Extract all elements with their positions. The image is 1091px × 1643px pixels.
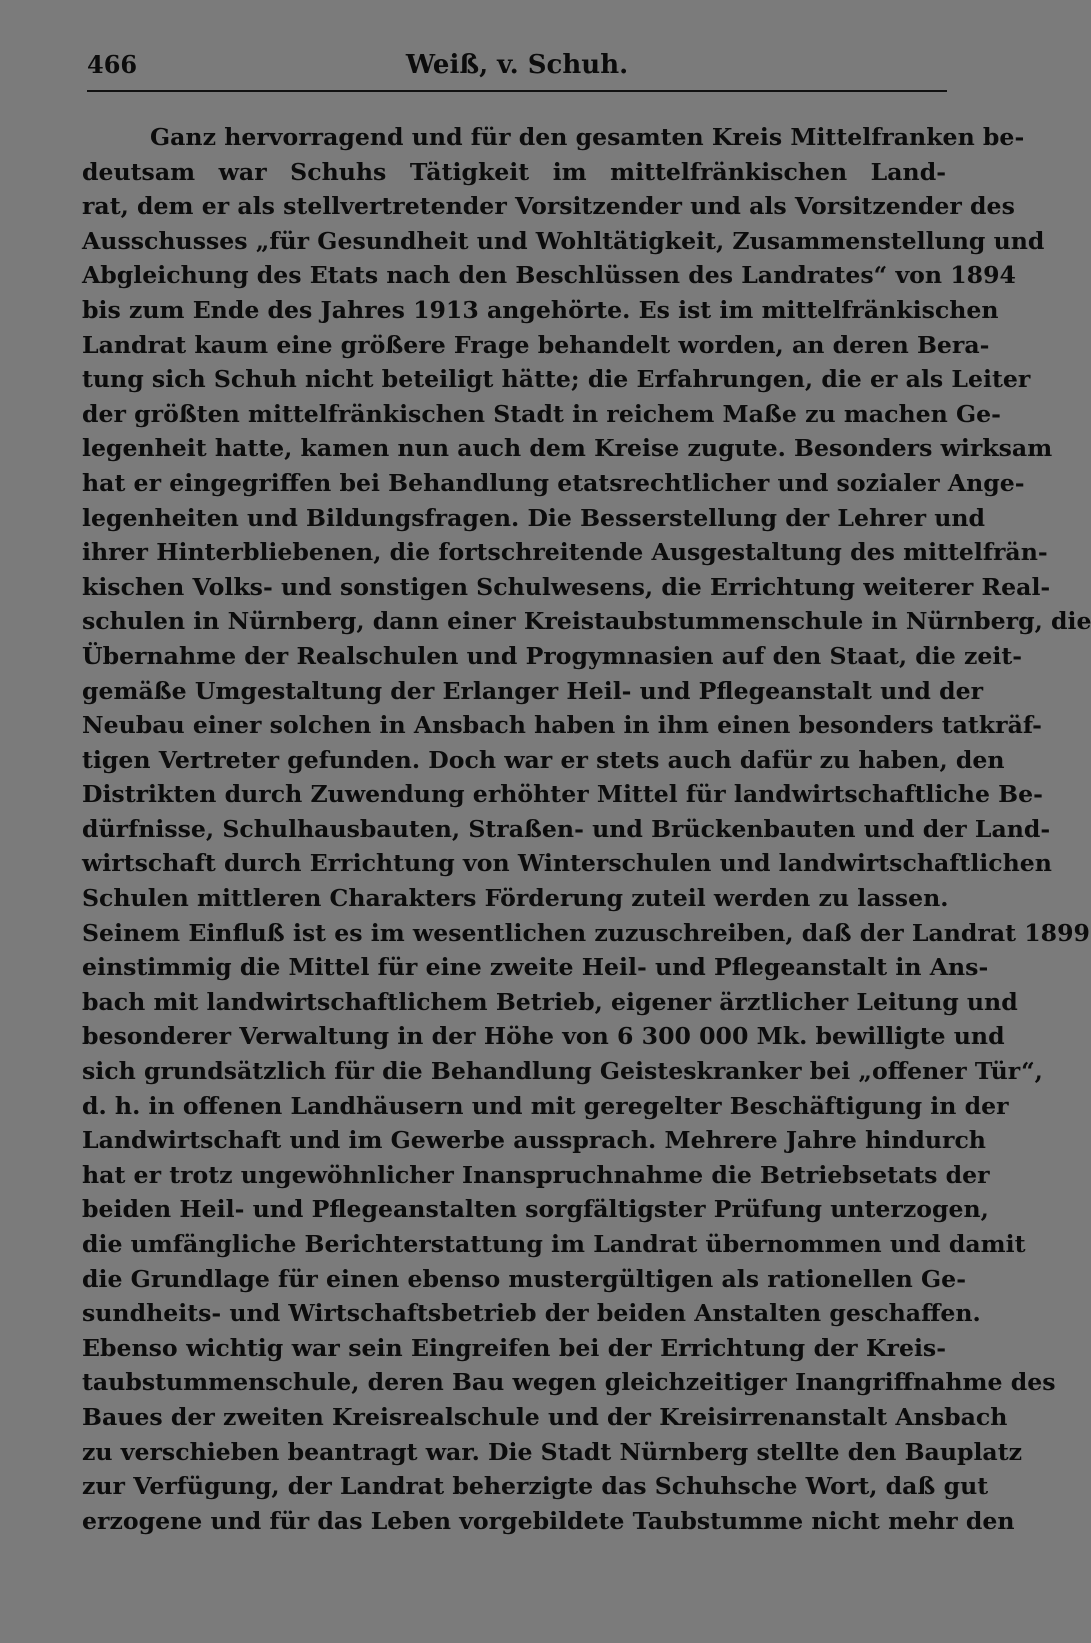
text-line: Ebenso wichtig war sein Eingreifen bei der Errichtung der Kreis- (82, 1333, 946, 1362)
text-line: legenheiten und Bildungsfragen. Die Besserstellung der Lehrer und (82, 503, 986, 532)
text-line: dürfnisse, Schulhausbauten, Straßen- und Brückenbauten und der Land- (82, 814, 1051, 843)
text-line: tung sich Schuh nicht beteiligt hätte; die Erfahrungen, die er als Leiter (82, 365, 1031, 394)
text-line: hat er eingegriffen bei Behandlung etatsrechtlicher und sozialer Ange- (82, 468, 1025, 497)
text-line: besonderer Verwaltung in der Höhe von 6 300 000 Mk. bewilligte und (82, 1022, 1005, 1051)
text-line: Distrikten durch Zuwendung erhöhter Mittel für landwirtschaftliche Be- (82, 780, 1043, 809)
page-number: 466 (87, 50, 138, 79)
text-line: tigen Vertreter gefunden. Doch war er stets auch dafür zu haben, den (82, 745, 1005, 774)
text-line: sundheits- und Wirtschaftsbetrieb der beiden Anstalten geschaffen. (82, 1299, 981, 1328)
text-line: hat er trotz ungewöhnlicher Inanspruchnahme die Betriebsetats der (82, 1160, 990, 1189)
text-line: deutsam war Schuhs Tätigkeit im mittelfränkischen Land- (82, 157, 946, 186)
text-line: bach mit landwirtschaftlichem Betrieb, eigener ärztlicher Leitung und (82, 987, 1018, 1016)
text-line: taubstummenschule, deren Bau wegen gleichzeitiger Inangriffnahme des (82, 1368, 1056, 1397)
text-line: der größten mittelfränkischen Stadt in reichem Maße zu machen Ge- (82, 399, 1001, 428)
text-line: gemäße Umgestaltung der Erlanger Heil- und Pflegeanstalt und der (82, 676, 984, 705)
running-title: Weiß, v. Schuh. (405, 50, 629, 80)
text-line: rat, dem er als stellvertretender Vorsitzender und als Vorsitzender des (82, 192, 1015, 221)
body-text (82, 120, 1091, 1538)
text-line: Baues der zweiten Kreisrealschule und der Kreisirrenanstalt Ansbach (82, 1402, 1008, 1431)
text-line: Ganz hervorragend und für den gesamten Kreis Mittelfranken be- (150, 123, 1025, 151)
text-line: zur Verfügung, der Landrat beherzigte das Schuhsche Wort, daß gut (82, 1472, 989, 1501)
text-line: kischen Volks- und sonstigen Schulwesens, die Errichtung weiterer Real- (82, 572, 1051, 601)
text-line: zu verschieben beantragt war. Die Stadt Nürnberg stellte den Bauplatz (82, 1437, 1023, 1466)
text-line: erzogene und für das Leben vorgebildete Taubstumme nicht mehr den (82, 1506, 1015, 1535)
text-line: Abgleichung des Etats nach den Beschlüssen des Landrates“ von 1894 (82, 261, 1016, 290)
text-line: sich grundsätzlich für die Behandlung Geisteskranker bei „offener Tür“, (82, 1057, 1043, 1086)
text-line: die Grundlage für einen ebenso mustergültigen als rationellen Ge- (82, 1264, 966, 1293)
text-line: Schulen mittleren Charakters Förderung zuteil werden zu lassen. (82, 884, 949, 913)
text-line: bis zum Ende des Jahres 1913 angehörte. Es ist im mittelfränkischen (82, 295, 999, 324)
text-line: legenheit hatte, kamen nun auch dem Kreise zugute. Besonders wirksam (82, 434, 1053, 463)
text-line: Seinem Einfluß ist es im wesentlichen zuzuschreiben, daß der Landrat 1899 (82, 918, 1090, 947)
text-line: beiden Heil- und Pflegeanstalten sorgfältigster Prüfung unterzogen, (82, 1195, 989, 1224)
page-header (87, 50, 947, 90)
text-line: die umfängliche Berichterstattung im Landrat übernommen und damit (82, 1230, 1026, 1258)
text-line: Ausschusses „für Gesundheit und Wohltätigkeit, Zusammenstellung und (82, 226, 1045, 255)
text-line: schulen in Nürnberg, dann einer Kreistaubstummenschule in Nürnberg, die (82, 607, 1091, 636)
text-line: wirtschaft durch Errichtung von Winterschulen und landwirtschaftlichen (82, 849, 1052, 878)
header-rule (87, 90, 947, 92)
text-line: einstimmig die Mittel für eine zweite Heil- und Pflegeanstalt in Ans- (82, 953, 989, 982)
text-line: Landrat kaum eine größere Frage behandelt worden, an deren Bera- (82, 330, 990, 359)
text-line: Übernahme der Realschulen und Progymnasien auf den Staat, die zeit- (82, 641, 1023, 670)
text-line: Landwirtschaft und im Gewerbe aussprach. Mehrere Jahre hindurch (82, 1126, 986, 1155)
text-line: Neubau einer solchen in Ansbach haben in ihm einen besonders tatkräf- (82, 711, 1042, 740)
text-line: d. h. in offenen Landhäusern und mit geregelter Beschäftigung in der (82, 1091, 1009, 1120)
text-line: ihrer Hinterbliebenen, die fortschreitende Ausgestaltung des mittelfrän- (82, 538, 1048, 567)
